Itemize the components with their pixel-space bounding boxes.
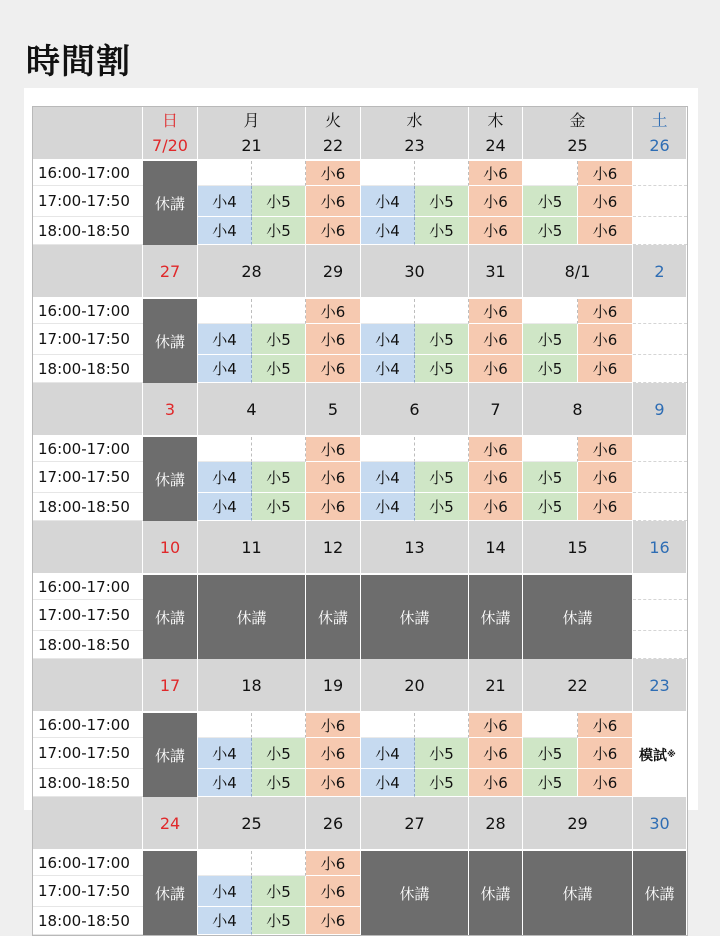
time-slot-label: 17:00-17:50 (33, 186, 143, 217)
date-header-0-0 (143, 107, 198, 161)
empty-slot (415, 161, 469, 186)
date-label: 22 (567, 675, 588, 695)
empty-slot (198, 851, 252, 876)
date-header-2-1 (198, 383, 306, 437)
class-grade4: 小4 (361, 217, 415, 245)
date-header-5-4 (469, 797, 523, 851)
date-label: 21 (241, 136, 262, 155)
class-grade4: 小4 (198, 907, 252, 935)
date-header-3-3 (361, 521, 469, 575)
empty-slot (252, 299, 306, 324)
class-grade6: 小6 (578, 324, 633, 355)
date-header-4-2 (306, 659, 361, 713)
header-corner (33, 521, 143, 575)
time-slot-label: 16:00-17:00 (33, 437, 143, 462)
class-grade6: 小6 (469, 493, 523, 521)
date-label: 5 (327, 399, 339, 419)
empty-slot (523, 299, 578, 324)
class-grade6: 小6 (306, 437, 361, 462)
closed-cell: 休講 (143, 161, 198, 245)
class-grade4: 小4 (361, 355, 415, 383)
class-grade4: 小4 (198, 876, 252, 907)
header-corner (33, 383, 143, 437)
date-label: 26 (649, 136, 670, 155)
date-label: 2 (654, 261, 665, 281)
empty-slot (633, 186, 687, 217)
class-grade5: 小5 (415, 186, 469, 217)
weekday-label: 水 (406, 111, 423, 130)
class-grade4: 小4 (361, 324, 415, 355)
class-grade6: 小6 (306, 355, 361, 383)
weekday-label: 日 (161, 111, 178, 130)
weekday-label: 土 (651, 111, 668, 130)
date-header-3-5 (523, 521, 633, 575)
date-label: 25 (241, 813, 262, 833)
exam-cell (633, 713, 687, 797)
date-label: 23 (404, 136, 425, 155)
date-label: 16 (649, 537, 670, 557)
date-label: 9 (654, 399, 665, 419)
time-slot-label: 17:00-17:50 (33, 600, 143, 631)
date-label: 30 (649, 813, 670, 833)
date-header-5-2 (306, 797, 361, 851)
header-corner (33, 245, 143, 299)
empty-slot (633, 631, 687, 659)
date-label: 21 (485, 675, 506, 695)
closed-cell: 休講 (633, 851, 687, 935)
date-label: 28 (241, 261, 262, 281)
class-grade5: 小5 (252, 217, 306, 245)
date-label: 29 (567, 813, 588, 833)
empty-slot (633, 600, 687, 631)
class-grade6: 小6 (306, 907, 361, 935)
date-header-4-6 (633, 659, 687, 713)
date-header-3-0 (143, 521, 198, 575)
date-header-0-5 (523, 107, 633, 161)
class-grade4: 小4 (198, 738, 252, 769)
date-label: 24 (159, 813, 181, 833)
date-label: 8/1 (564, 261, 591, 281)
class-grade5: 小5 (523, 462, 578, 493)
date-label: 22 (322, 136, 344, 155)
closed-cell: 休講 (143, 575, 198, 659)
empty-slot (415, 437, 469, 462)
time-slot-label: 16:00-17:00 (33, 575, 143, 600)
date-header-4-0 (143, 659, 198, 713)
date-label: 27 (404, 813, 425, 833)
date-label: 20 (404, 675, 425, 695)
date-header-0-3 (361, 107, 469, 161)
closed-cell: 休講 (361, 851, 469, 935)
class-grade6: 小6 (578, 355, 633, 383)
date-label: 12 (322, 537, 344, 557)
date-label: 3 (164, 399, 176, 419)
empty-slot (198, 161, 252, 186)
empty-slot (252, 851, 306, 876)
date-header-2-6 (633, 383, 687, 437)
date-header-2-4 (469, 383, 523, 437)
date-header-3-2 (306, 521, 361, 575)
empty-slot (633, 299, 687, 324)
empty-slot (523, 713, 578, 738)
class-grade5: 小5 (415, 493, 469, 521)
empty-slot (633, 217, 687, 245)
header-corner (33, 659, 143, 713)
empty-slot (361, 437, 415, 462)
empty-slot (361, 161, 415, 186)
header-corner (33, 797, 143, 851)
date-label: 24 (485, 136, 506, 155)
class-grade6: 小6 (469, 738, 523, 769)
date-header-1-3 (361, 245, 469, 299)
class-grade6: 小6 (469, 186, 523, 217)
empty-slot (198, 299, 252, 324)
closed-cell: 休講 (361, 575, 469, 659)
class-grade6: 小6 (469, 299, 523, 324)
closed-cell: 休講 (143, 713, 198, 797)
time-slot-label: 17:00-17:50 (33, 324, 143, 355)
class-grade5: 小5 (523, 217, 578, 245)
empty-slot (252, 161, 306, 186)
class-grade6: 小6 (306, 713, 361, 738)
empty-slot (633, 462, 687, 493)
date-header-5-5 (523, 797, 633, 851)
date-label: 11 (241, 537, 262, 557)
closed-cell: 休講 (306, 575, 361, 659)
class-grade5: 小5 (252, 769, 306, 797)
weekday-label: 木 (487, 111, 504, 130)
class-grade6: 小6 (578, 738, 633, 769)
timetable-grid (32, 106, 688, 936)
empty-slot (252, 437, 306, 462)
class-grade4: 小4 (361, 186, 415, 217)
closed-cell: 休講 (143, 437, 198, 521)
empty-slot (523, 161, 578, 186)
date-header-1-5 (523, 245, 633, 299)
class-grade6: 小6 (306, 324, 361, 355)
date-header-5-3 (361, 797, 469, 851)
time-slot-label: 18:00-18:50 (33, 217, 143, 245)
time-slot-label: 18:00-18:50 (33, 355, 143, 383)
class-grade5: 小5 (252, 186, 306, 217)
time-slot-label: 16:00-17:00 (33, 851, 143, 876)
class-grade6: 小6 (469, 355, 523, 383)
date-header-2-2 (306, 383, 361, 437)
class-grade6: 小6 (306, 876, 361, 907)
closed-cell: 休講 (469, 575, 523, 659)
class-grade6: 小6 (578, 493, 633, 521)
date-label: 18 (241, 675, 262, 695)
class-grade4: 小4 (361, 462, 415, 493)
class-grade6: 小6 (469, 713, 523, 738)
date-header-4-5 (523, 659, 633, 713)
empty-slot (198, 713, 252, 738)
closed-cell: 休講 (523, 851, 633, 935)
date-label: 25 (567, 136, 588, 155)
empty-slot (633, 355, 687, 383)
date-label: 6 (409, 399, 420, 419)
class-grade6: 小6 (306, 186, 361, 217)
date-header-1-1 (198, 245, 306, 299)
date-header-4-3 (361, 659, 469, 713)
date-label: 27 (159, 261, 181, 281)
class-grade5: 小5 (415, 355, 469, 383)
date-label: 26 (322, 813, 344, 833)
class-grade5: 小5 (523, 355, 578, 383)
class-grade6: 小6 (578, 217, 633, 245)
date-label: 7/20 (152, 136, 188, 155)
class-grade5: 小5 (252, 738, 306, 769)
class-grade6: 小6 (306, 493, 361, 521)
class-grade6: 小6 (306, 738, 361, 769)
date-header-0-2 (306, 107, 361, 161)
closed-cell: 休講 (143, 851, 198, 935)
empty-slot (633, 493, 687, 521)
date-header-2-5 (523, 383, 633, 437)
time-slot-label: 16:00-17:00 (33, 161, 143, 186)
time-slot-label: 18:00-18:50 (33, 769, 143, 797)
closed-cell: 休講 (143, 299, 198, 383)
date-label: 7 (490, 399, 501, 419)
date-header-0-1 (198, 107, 306, 161)
time-slot-label: 17:00-17:50 (33, 462, 143, 493)
empty-slot (415, 713, 469, 738)
date-header-3-1 (198, 521, 306, 575)
date-header-3-6 (633, 521, 687, 575)
date-label: 19 (322, 675, 344, 695)
date-label: 15 (567, 537, 588, 557)
class-grade5: 小5 (252, 876, 306, 907)
date-header-1-2 (306, 245, 361, 299)
exam-label: 模試 (639, 748, 667, 764)
class-grade6: 小6 (578, 713, 633, 738)
date-header-3-4 (469, 521, 523, 575)
date-label: 14 (485, 537, 506, 557)
empty-slot (633, 324, 687, 355)
time-slot-label: 18:00-18:50 (33, 493, 143, 521)
class-grade5: 小5 (252, 355, 306, 383)
date-header-0-6 (633, 107, 687, 161)
header-corner (33, 107, 143, 161)
class-grade5: 小5 (252, 324, 306, 355)
date-header-1-6 (633, 245, 687, 299)
empty-slot (198, 437, 252, 462)
class-grade4: 小4 (198, 324, 252, 355)
class-grade5: 小5 (252, 493, 306, 521)
class-grade4: 小4 (198, 493, 252, 521)
weekday-label: 火 (324, 111, 341, 130)
class-grade6: 小6 (469, 437, 523, 462)
class-grade4: 小4 (198, 186, 252, 217)
class-grade6: 小6 (306, 299, 361, 324)
class-grade4: 小4 (361, 493, 415, 521)
class-grade6: 小6 (578, 186, 633, 217)
date-label: 23 (649, 675, 670, 695)
date-label: 8 (572, 399, 583, 419)
class-grade6: 小6 (306, 851, 361, 876)
class-grade5: 小5 (523, 186, 578, 217)
class-grade6: 小6 (469, 217, 523, 245)
weekday-label: 月 (243, 111, 260, 130)
class-grade5: 小5 (252, 907, 306, 935)
date-header-2-0 (143, 383, 198, 437)
class-grade5: 小5 (523, 493, 578, 521)
date-header-2-3 (361, 383, 469, 437)
class-grade6: 小6 (578, 437, 633, 462)
time-slot-label: 16:00-17:00 (33, 299, 143, 324)
date-label: 4 (246, 399, 257, 419)
class-grade6: 小6 (578, 769, 633, 797)
time-slot-label: 17:00-17:50 (33, 876, 143, 907)
exam-note-mark: ※ (667, 750, 676, 760)
class-grade4: 小4 (361, 738, 415, 769)
empty-slot (633, 161, 687, 186)
class-grade5: 小5 (523, 324, 578, 355)
time-slot-label: 18:00-18:50 (33, 631, 143, 659)
date-label: 10 (159, 537, 181, 557)
date-header-4-4 (469, 659, 523, 713)
class-grade4: 小4 (198, 769, 252, 797)
empty-slot (633, 437, 687, 462)
class-grade5: 小5 (415, 462, 469, 493)
date-label: 13 (404, 537, 425, 557)
page-title: 時間割 (26, 42, 131, 82)
date-header-1-4 (469, 245, 523, 299)
class-grade6: 小6 (469, 769, 523, 797)
closed-cell: 休講 (523, 575, 633, 659)
empty-slot (633, 575, 687, 600)
empty-slot (252, 713, 306, 738)
time-slot-label: 17:00-17:50 (33, 738, 143, 769)
class-grade5: 小5 (415, 738, 469, 769)
time-slot-label: 18:00-18:50 (33, 907, 143, 935)
class-grade6: 小6 (578, 161, 633, 186)
closed-cell: 休講 (198, 575, 306, 659)
class-grade5: 小5 (415, 769, 469, 797)
class-grade6: 小6 (306, 161, 361, 186)
class-grade5: 小5 (415, 324, 469, 355)
class-grade4: 小4 (361, 769, 415, 797)
class-grade4: 小4 (198, 462, 252, 493)
date-header-1-0 (143, 245, 198, 299)
date-header-5-0 (143, 797, 198, 851)
class-grade5: 小5 (415, 217, 469, 245)
class-grade6: 小6 (578, 299, 633, 324)
time-slot-label: 16:00-17:00 (33, 713, 143, 738)
class-grade6: 小6 (469, 161, 523, 186)
class-grade6: 小6 (306, 217, 361, 245)
empty-slot (523, 437, 578, 462)
date-header-5-1 (198, 797, 306, 851)
class-grade6: 小6 (469, 324, 523, 355)
class-grade6: 小6 (469, 462, 523, 493)
date-label: 31 (485, 261, 506, 281)
class-grade5: 小5 (523, 738, 578, 769)
class-grade4: 小4 (198, 217, 252, 245)
empty-slot (415, 299, 469, 324)
date-header-5-6 (633, 797, 687, 851)
class-grade4: 小4 (198, 355, 252, 383)
class-grade5: 小5 (523, 769, 578, 797)
date-header-0-4 (469, 107, 523, 161)
class-grade6: 小6 (578, 462, 633, 493)
empty-slot (361, 713, 415, 738)
date-label: 29 (322, 261, 344, 281)
class-grade5: 小5 (252, 462, 306, 493)
date-label: 30 (404, 261, 425, 281)
date-label: 17 (159, 675, 181, 695)
closed-cell: 休講 (469, 851, 523, 935)
date-label: 28 (485, 813, 506, 833)
class-grade6: 小6 (306, 769, 361, 797)
empty-slot (361, 299, 415, 324)
weekday-label: 金 (569, 111, 586, 130)
date-header-4-1 (198, 659, 306, 713)
class-grade6: 小6 (306, 462, 361, 493)
